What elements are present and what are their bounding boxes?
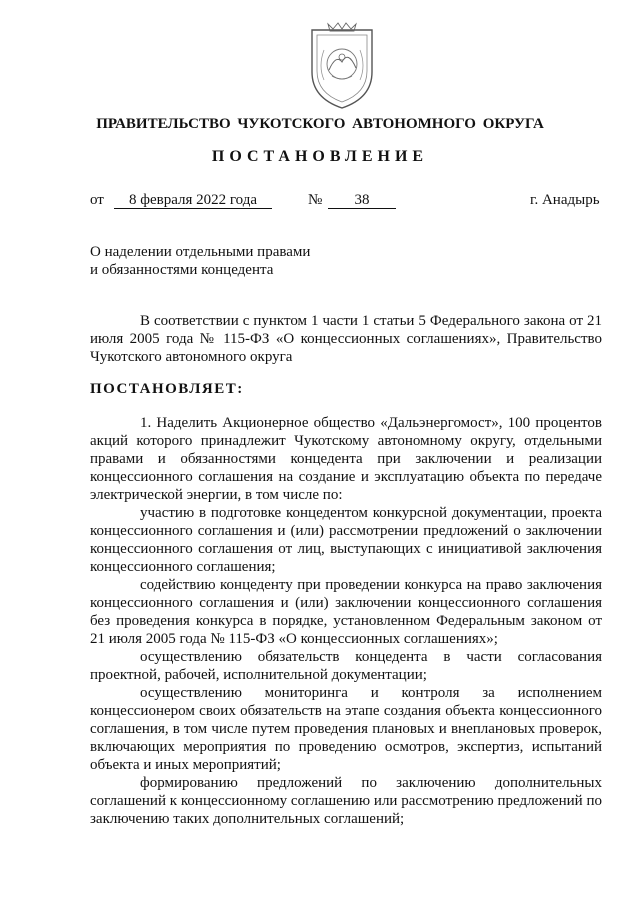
government-name: ПРАВИТЕЛЬСТВО ЧУКОТСКОГО АВТОНОМНОГО ОКРУГА <box>96 116 544 132</box>
number-label: № <box>308 192 323 208</box>
clause-paragraph: участию в подготовке концедентом конкурсной документации, проекта концессионного соглашения и (или) рассмотрении предложений о заключении концессионного соглашения от лиц, выступающих с инициативой заключения концессионного соглашения; <box>90 505 602 575</box>
document-date: 8 февраля 2022 года <box>114 192 272 209</box>
coat-of-arms-emblem <box>306 20 378 112</box>
clause-paragraph: осуществлению мониторинга и контроля за исполнением концессионером своих обязательств на этапе создания объекта концессионного соглашения, в том числе путем проведения плановых и внеплановых проверок, включающих мероприятия по проведению осмотров, экспертиз, испытаний объекта и иных мероприятий; <box>90 685 602 773</box>
clause-paragraph: 1. Наделить Акционерное общество «Дальэнергомост», 100 процентов акций которого принадлежит Чукотскому автономному округу, отдельными правами и обязанностями концедента при заключении и реализации концессионного соглашения на создание и эксплуатацию объекта по передаче электрической энергии, в том числе по: <box>90 415 602 503</box>
date-from-label: от <box>90 192 104 208</box>
preamble-paragraph: В соответствии с пунктом 1 части 1 статьи 5 Федерального закона от 21 июля 2005 года № 115-ФЗ «О концессионных соглашениях», Правительство Чукотского автономного округа <box>90 313 602 365</box>
clause-paragraph: содействию концеденту при проведении конкурса на право заключения концессионного соглашения и (или) заключении концессионного соглашения без проведения конкурса в порядке, установленном Федеральным законом от 21 июля 2005 года № 115-ФЗ «О концессионных соглашениях»; <box>90 577 602 647</box>
document-place: г. Анадырь <box>530 192 600 208</box>
clause-paragraph: осуществлению обязательств концедента в части согласования проектной, рабочей, исполнительной документации; <box>90 649 602 683</box>
subject-line: О наделении отдельными правами <box>90 244 311 260</box>
document-number: 38 <box>328 192 396 209</box>
subject-line: и обязанностями концедента <box>90 262 274 278</box>
clause-paragraph: формированию предложений по заключению дополнительных соглашений к концессионному соглашению или рассмотрению предложений по заключению таких дополнительных соглашений; <box>90 775 602 827</box>
document-subject <box>90 243 310 279</box>
document-type: ПОСТАНОВЛЕНИЕ <box>211 148 429 165</box>
resolves-heading: ПОСТАНОВЛЯЕТ: <box>90 381 244 397</box>
